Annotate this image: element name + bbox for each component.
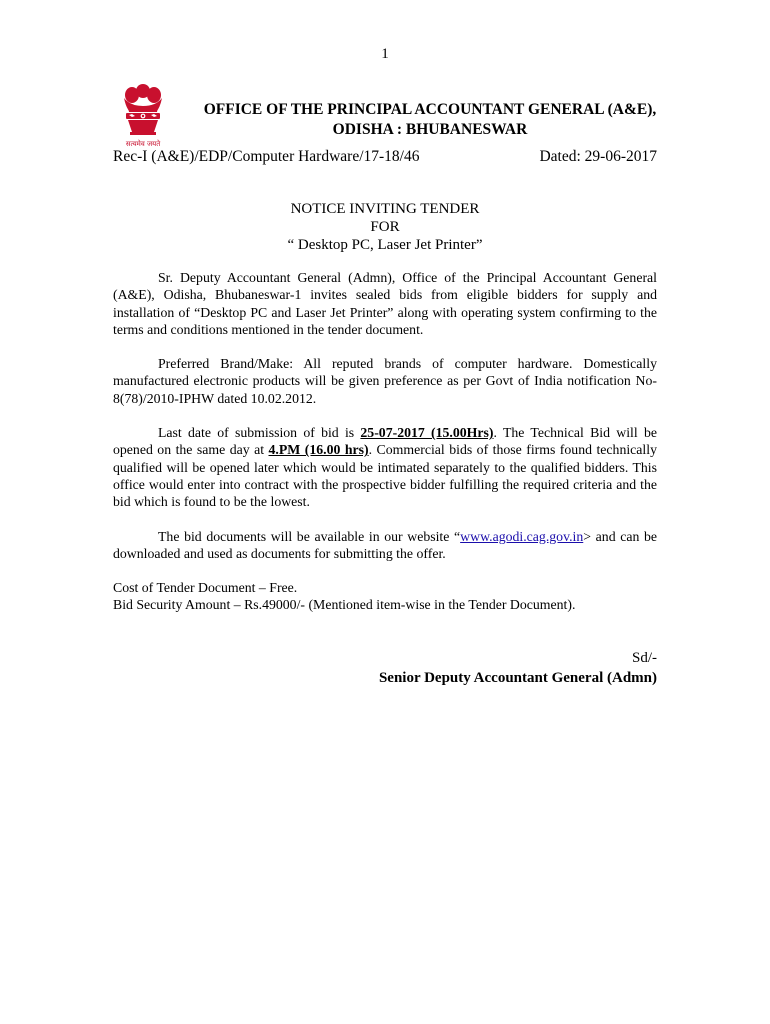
bid-opening-time: 4.PM (16.00 hrs) [268, 442, 369, 458]
office-heading [150, 100, 710, 140]
invitation-paragraph: Sr. Deputy Accountant General (Admn), Office of the Principal Accountant General (A&E), Odisha, Bhubaneswar-1 invites sealed bids from eligible bidders for supply and installation of “Desktop PC and Laser Jet Printer” along with operating system confirming to the terms and conditions mentioned in the tender document. [113, 270, 657, 337]
signature-sd: Sd/- [631, 650, 657, 666]
documents-text-end: > and can be downloaded and used as documents for submitting the offer. [113, 528, 658, 561]
documents-text: The bid documents will be available in our website “ [158, 528, 461, 544]
submission-deadline: 25-07-2017 (15.00Hrs) [360, 425, 494, 441]
reference-line [113, 148, 657, 166]
evaluation-text: . Commercial bids of those firms found technically qualified will be opened later which would be intimated separately to the qualified bidders. This office would enter into contract with the prospective bidder fulfilling the required criteria and the bid which is found to be the lowest. [113, 442, 657, 510]
notice-title-line3: “ Desktop PC, Laser Jet Printer” [287, 237, 483, 253]
signature-block [300, 648, 657, 688]
notice-title [113, 200, 657, 254]
documents-paragraph [113, 528, 657, 563]
emblem-caption: सत्यमेव जयते [125, 140, 161, 148]
office-heading-line2: ODISHA : BHUBANESWAR [332, 121, 528, 138]
last-date-text: Last date of submission of bid is [158, 425, 361, 441]
tender-document-cost: Cost of Tender Document – Free. [113, 580, 298, 596]
office-heading-line1: OFFICE OF THE PRINCIPAL ACCOUNTANT GENERAL (A&E), [203, 101, 657, 118]
bid-security-amount: Bid Security Amount – Rs.49000/- (Mentioned item-wise in the Tender Document). [113, 597, 576, 613]
website-link[interactable]: www.agodi.cag.gov.in [460, 528, 584, 544]
notice-title-line2: FOR [370, 219, 400, 235]
reference-number: Rec-I (A&E)/EDP/Computer Hardware/17-18/46 [113, 148, 420, 165]
last-date-paragraph [113, 424, 657, 510]
preferred-brand-paragraph: Preferred Brand/Make: All reputed brands of computer hardware. Domestically manufactured electronic products will be given preference as per Govt of India notification No-8(78)/2010-IPHW dated 10.02.2012. [113, 356, 657, 406]
page-number: 1 [381, 46, 389, 62]
notice-date: Dated: 29-06-2017 [539, 148, 657, 165]
opening-text: . The Technical Bid will be opened on the same day at [113, 425, 657, 458]
notice-body [113, 269, 657, 614]
notice-title-line1: NOTICE INVITING TENDER [290, 201, 480, 217]
signatory-designation: Senior Deputy Accountant General (Admn) [378, 670, 657, 686]
